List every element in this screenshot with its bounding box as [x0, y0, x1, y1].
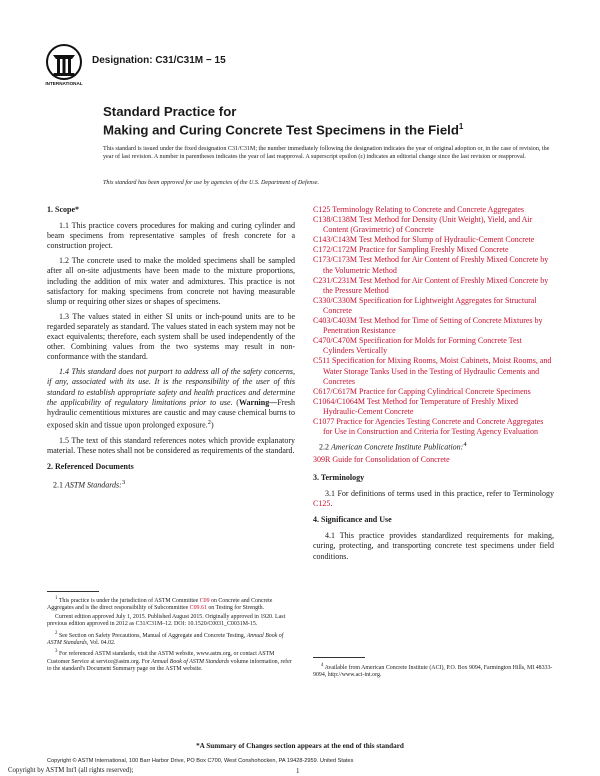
- footnote-4-text: Available from American Concrete Institute (ACI), P.O. Box 9094, Farmington Hills, MI 48333-9094, http://www.aci-int.org.: [313, 664, 553, 679]
- footnote-1-text-b: on Concrete and Concrete Aggregates and is the direct responsibility of Subcommittee: [47, 597, 273, 612]
- reference-item[interactable]: [313, 455, 554, 465]
- warning-label: Warning—: [238, 397, 278, 407]
- reference-title[interactable]: Test Method for Slump of Hydraulic-Cement Concrete: [358, 235, 535, 245]
- aci-number: 2.2: [319, 442, 331, 452]
- reference-title[interactable]: Test Method for Air Content of Freshly Mixed Concrete by the Volumetric Method: [323, 255, 549, 275]
- reference-code[interactable]: C143/C143M: [313, 235, 358, 245]
- reference-title[interactable]: Test Method for Density (Unit Weight), Yield, and Air Content (Gravimetric) of Concrete: [323, 215, 533, 235]
- reference-item[interactable]: [313, 417, 554, 437]
- title-footnote-mark: 1: [458, 122, 464, 131]
- footnote-1-text-a: This practice is under the jurisdiction of ASTM Committee: [58, 597, 200, 604]
- title-line-1: Standard Practice for: [103, 104, 237, 119]
- page-number: 1: [296, 767, 300, 775]
- footnote-mark-4: 4: [463, 441, 467, 449]
- aci-publication-label: [313, 440, 554, 453]
- link-c125[interactable]: C125: [313, 499, 331, 509]
- approval-note: This standard has been approved for use by agencies of the U.S. Department of Defense.: [103, 180, 320, 186]
- reference-title[interactable]: Practice for Agencies Testing Concrete and Concrete Aggregates for Use in Construction and Criteria for Testing Agency Evaluation: [323, 416, 544, 437]
- copyright-footer: Copyright by ASTM Int'l (all rights reserved);: [8, 767, 134, 774]
- right-column: [313, 205, 554, 567]
- reference-title[interactable]: Practice for Capping Cylindrical Concrete Specimens: [359, 386, 531, 396]
- reference-item[interactable]: [313, 316, 554, 336]
- reference-code[interactable]: C172/C172M: [313, 245, 358, 255]
- copyright-line: Copyright © ASTM International, 100 Barr Harbor Drive, PO Box C700, West Conshohocken, PA 19428-2959. United States: [47, 758, 354, 764]
- reference-code[interactable]: C403/C403M: [313, 316, 358, 326]
- reference-item[interactable]: [313, 296, 554, 316]
- astm-standards-label: [47, 478, 295, 491]
- reference-code[interactable]: C1064/C1064M: [313, 396, 366, 406]
- reference-code[interactable]: C511: [313, 356, 331, 366]
- footnote-2: [47, 630, 295, 648]
- reference-code[interactable]: C617/C617M: [313, 386, 358, 396]
- reference-item[interactable]: [313, 235, 554, 245]
- footnote-2-mark: 2: [55, 630, 58, 636]
- reference-item[interactable]: [313, 397, 554, 417]
- footnote-4: [313, 662, 554, 680]
- reference-title[interactable]: Terminology Relating to Concrete and Concrete Aggregates: [332, 205, 525, 214]
- footnote-1-edition: Current edition approved July 1, 2015. Published August 2015. Originally approved in 1920. Last previous edition approved in 2012 as C31/C31M–12. DOI: 10.1520/C0031_C0031M-15.: [47, 613, 286, 628]
- footnote-3: [47, 648, 295, 673]
- reference-item[interactable]: [313, 336, 554, 356]
- reference-title[interactable]: Specification for Molds for Forming Concrete Test Cylinders Vertically: [323, 336, 522, 356]
- reference-title[interactable]: Test Method for Air Content of Freshly Mixed Concrete by the Pressure Method: [323, 275, 549, 295]
- link-committee-c09[interactable]: C09: [199, 597, 210, 604]
- footnote-3-text-b: volume information, refer to the standard's Document Summary page on the ASTM website.: [47, 658, 292, 673]
- reference-title[interactable]: Practice for Sampling Freshly Mixed Concrete: [359, 245, 509, 255]
- footnote-3-mark: 3: [55, 649, 58, 655]
- reference-title[interactable]: Specification for Lightweight Aggregates for Structural Concrete: [323, 295, 537, 315]
- warning-text: Fresh hydraulic cementitious mixtures are caustic and may cause chemical burns to exposed skin and tissue upon prolonged exposure.: [47, 397, 295, 430]
- astm-standards-number: 2.1: [53, 480, 65, 490]
- astm-logo-icon: [44, 42, 84, 88]
- reference-title[interactable]: Test Method for Time of Setting of Concrete Mixtures by Penetration Resistance: [323, 316, 543, 336]
- aci-reference-list: [313, 455, 554, 465]
- scope-heading: 1. Scope*: [47, 205, 79, 214]
- title-line-2: [103, 119, 543, 137]
- significance-heading: 4. Significance and Use: [313, 515, 392, 525]
- reference-code[interactable]: C470/C470M: [313, 336, 358, 346]
- left-column: [47, 205, 295, 493]
- footnote-3-text-a: For referenced ASTM standards, visit the ASTM website, www.astm.org, or contact ASTM Customer Service at service@astm.org. For: [47, 651, 275, 665]
- referenced-heading: 2. Referenced Documents: [47, 461, 134, 471]
- reference-item[interactable]: [313, 387, 554, 397]
- footnote-2-text-b: , Vol. 04.02.: [86, 639, 116, 646]
- significance-4-1: 4.1 This practice provides standardized requirements for making, curing, protecting, and transporting concrete test specimens under field conditions.: [313, 531, 554, 561]
- summary-of-changes-note: *A Summary of Changes section appears at the end of this standard: [196, 742, 404, 750]
- reference-item[interactable]: [313, 245, 554, 255]
- scope-1-3: 1.3 The values stated in either SI units or inch-pound units are to be regarded separately as standard. The values stated in each system may not be exact equivalents; therefore, each system shall be used independently of the other. Combining values from the two systems may result in non-conformance with the standard.: [47, 311, 295, 362]
- reference-item[interactable]: [313, 215, 554, 235]
- scope-1-5: 1.5 The text of this standard references notes which provide explanatory material. These notes shall not be considered as requirements of the standard.: [47, 435, 295, 455]
- scope-1-4: 1.4 This standard does not purport to address all of the safety concerns, if any, associated with its use. It is the responsibility of the user of this standard to establish appropriate safety and health practices and determine the applicability of regulatory limitations prior to use. (Warning—Fresh hydraulic cementitious mixtures are caustic and may cause chemical burns to exposed skin and tissue upon prolonged exposure.$^2$): [47, 367, 295, 430]
- astm-standards-italic: ASTM Standards:: [65, 480, 122, 490]
- reference-code[interactable]: C330/C330M: [313, 295, 358, 305]
- reference-code[interactable]: C125: [313, 205, 331, 214]
- footnote-divider-right: [313, 657, 365, 658]
- footnote-mark-2: 2: [207, 418, 211, 426]
- logo-caption: INTERNATIONAL: [45, 81, 83, 86]
- reference-code[interactable]: C173/C173M: [313, 255, 358, 265]
- footnote-2-italic: Annual Book of ASTM Standards: [47, 632, 284, 646]
- footnote-1-mark: 1: [55, 596, 58, 601]
- designation: Designation: C31/C31M − 15: [92, 55, 226, 66]
- reference-item[interactable]: [313, 356, 554, 386]
- reference-item[interactable]: [313, 255, 554, 275]
- footnote-1-text-c: on Testing for Strength.: [206, 605, 265, 612]
- footnotes-left: [47, 595, 295, 675]
- footnote-2-text-a: See Section on Safety Precautions, Manual of Aggregate and Concrete Testing,: [58, 632, 247, 639]
- footnote-divider-left: [47, 591, 99, 592]
- title-block: [103, 104, 543, 137]
- aci-italic: American Concrete Institute Publication:: [331, 442, 464, 452]
- terminology-end: .: [330, 499, 333, 509]
- reference-item[interactable]: [313, 276, 554, 296]
- terminology-text: 3.1 For definitions of terms used in this practice, refer to Terminology: [325, 489, 554, 499]
- terminology-heading: 3. Terminology: [313, 473, 365, 482]
- reference-title[interactable]: Specification for Mixing Rooms, Moist Cabinets, Moist Rooms, and Water Storage Tanks Used in the Testing of Hydraulic Cements and Concretes: [323, 356, 552, 386]
- astm-reference-list: [313, 205, 554, 437]
- title-main: Making and Curing Concrete Test Specimens in the Field: [103, 122, 459, 138]
- reference-item[interactable]: [313, 205, 554, 215]
- reference-code[interactable]: 309R: [313, 454, 331, 464]
- footnote-1: [47, 595, 295, 613]
- scope-1-4-italic: 1.4 This standard does not purport to address all of the safety concerns, if any, associated with its use. It is the responsibility of the user of this standard to establish appropriate safety and health practices and determine the applicability of regulatory limitations prior to use.: [47, 367, 295, 407]
- terminology-3-1: [313, 489, 554, 509]
- link-subcommittee-c0961[interactable]: C09.61: [189, 605, 207, 612]
- footnote-3-italic: Annual Book of ASTM Standards: [151, 658, 230, 665]
- reference-code[interactable]: C138/C138M: [313, 215, 358, 225]
- scope-1-1: 1.1 This practice covers procedures for making and curing cylinder and beam specimens from representative samples of fresh concrete for a construction project.: [47, 221, 295, 251]
- reference-title[interactable]: Guide for Consolidation of Concrete: [332, 454, 450, 464]
- astm-logo: [44, 42, 84, 88]
- footnote-4-mark: 4: [321, 663, 324, 668]
- scope-1-2: 1.2 The concrete used to make the molded specimens shall be sampled after all on-site adjustments have been made to the mixture proportions, including the addition of mix water and admixtures. This practice is not satisfactory for making specimens from concrete not having measurable slump or requiring other sizes or shapes of specimens.: [47, 256, 295, 306]
- standard-note: This standard is issued under the fixed designation C31/C31M; the number immediately following the designation indicates the year of original adoption or, in the case of revision, the year of last revision. A number in parentheses indicates the year of last reapproval. A superscript epsilon (ε) indicates an editorial change since the last revision or reapproval.: [103, 146, 550, 160]
- footnote-mark-3: 3: [121, 478, 126, 486]
- reference-code[interactable]: C1077: [313, 416, 335, 426]
- reference-title[interactable]: Test Method for Temperature of Freshly Mixed Hydraulic-Cement Concrete: [323, 396, 519, 416]
- reference-code[interactable]: C231/C231M: [313, 275, 358, 285]
